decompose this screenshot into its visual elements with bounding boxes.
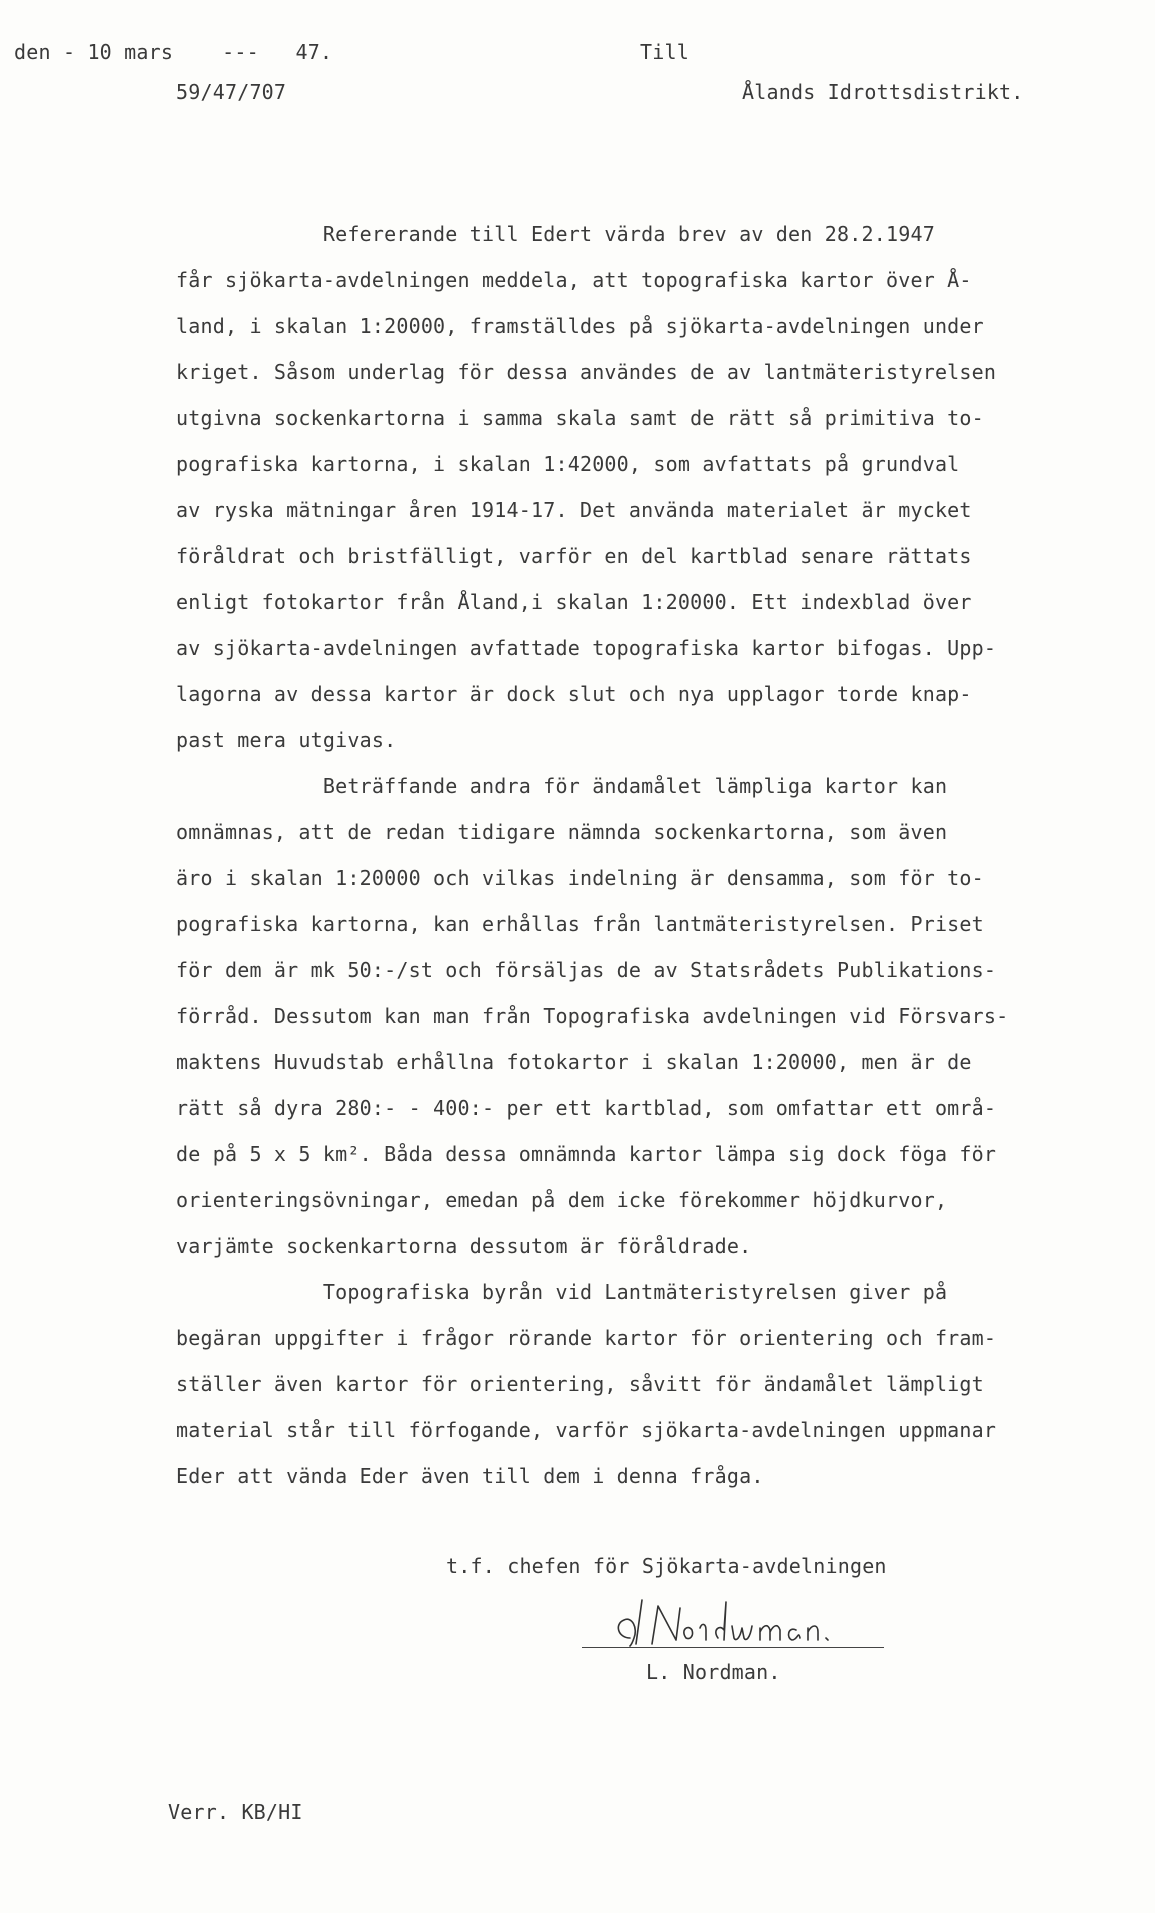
letter-date: den - 10 mars --- 47. xyxy=(14,40,333,64)
body-line: enligt fotokartor från Åland,i skalan 1:20000. Ett indexblad över xyxy=(176,590,972,614)
body-line: pografiska kartorna, i skalan 1:42000, som avfattats på grundval xyxy=(176,452,960,476)
body-line: orienteringsövningar, emedan på dem icke förekommer höjdkurvor, xyxy=(176,1188,948,1212)
recipient: Ålands Idrottsdistrikt. xyxy=(742,80,1024,104)
body-line: past mera utgivas. xyxy=(176,728,397,752)
body-line: omnämnas, att de redan tidigare nämnda sockenkartorna, som även xyxy=(176,820,948,844)
body-line: lagorna av dessa kartor är dock slut och nya upplagor torde knap- xyxy=(176,682,972,706)
body-line: pografiska kartorna, kan erhållas från lantmäteristyrelsen. Priset xyxy=(176,912,984,936)
signatory-title: t.f. chefen för Sjökarta-avdelningen xyxy=(446,1554,887,1578)
body-line: de på 5 x 5 km². Båda dessa omnämnda kartor lämpa sig dock föga för xyxy=(176,1142,997,1166)
body-line: Topografiska byrån vid Lantmäteristyrelsen giver på xyxy=(176,1280,948,1304)
verification-note: Verr. KB/HI xyxy=(168,1800,303,1824)
till-label: Till xyxy=(640,40,689,64)
body-line: material står till förfogande, varför sjökarta-avdelningen uppmanar xyxy=(176,1418,997,1442)
body-line: äro i skalan 1:20000 och vilkas indelning är densamma, som för to- xyxy=(176,866,984,890)
body-line: föråldrat och bristfälligt, varför en del kartblad senare rättats xyxy=(176,544,972,568)
body-line: varjämte sockenkartorna dessutom är föråldrade. xyxy=(176,1234,752,1258)
body-line: begäran uppgifter i frågor rörande kartor för orientering och fram- xyxy=(176,1326,997,1350)
body-line: för dem är mk 50:-/st och försäljas de av Statsrådets Publikations- xyxy=(176,958,997,982)
body-line: kriget. Såsom underlag för dessa användes de av lantmäteristyrelsen xyxy=(176,360,997,384)
body-line: utgivna sockenkartorna i samma skala samt de rätt så primitiva to- xyxy=(176,406,984,430)
body-line: av sjökarta-avdelningen avfattade topografiska kartor bifogas. Upp- xyxy=(176,636,997,660)
body-line: rätt så dyra 280:- - 400:- per ett kartblad, som omfattar ett områ- xyxy=(176,1096,997,1120)
body-line: Beträffande andra för ändamålet lämpliga kartor kan xyxy=(176,774,948,798)
body-line: land, i skalan 1:20000, framställdes på sjökarta-avdelningen under xyxy=(176,314,984,338)
body-line: maktens Huvudstab erhållna fotokartor i skalan 1:20000, men är de xyxy=(176,1050,972,1074)
signature-line xyxy=(582,1647,884,1648)
body-line: ställer även kartor för orientering, såvitt för ändamålet lämpligt xyxy=(176,1372,984,1396)
body-line: förråd. Dessutom kan man från Topografiska avdelningen vid Försvars- xyxy=(176,1004,1009,1028)
body-line: Refererande till Edert värda brev av den 28.2.1947 xyxy=(176,222,935,246)
reference-number: 59/47/707 xyxy=(176,80,287,104)
body-line: Eder att vända Eder även till dem i denna fråga. xyxy=(176,1464,764,1488)
body-line: av ryska mätningar åren 1914-17. Det använda materialet är mycket xyxy=(176,498,972,522)
signatory-name: L. Nordman. xyxy=(646,1660,781,1684)
body-line: får sjökarta-avdelningen meddela, att topografiska kartor över Å- xyxy=(176,268,972,292)
handwritten-signature xyxy=(600,1594,860,1654)
